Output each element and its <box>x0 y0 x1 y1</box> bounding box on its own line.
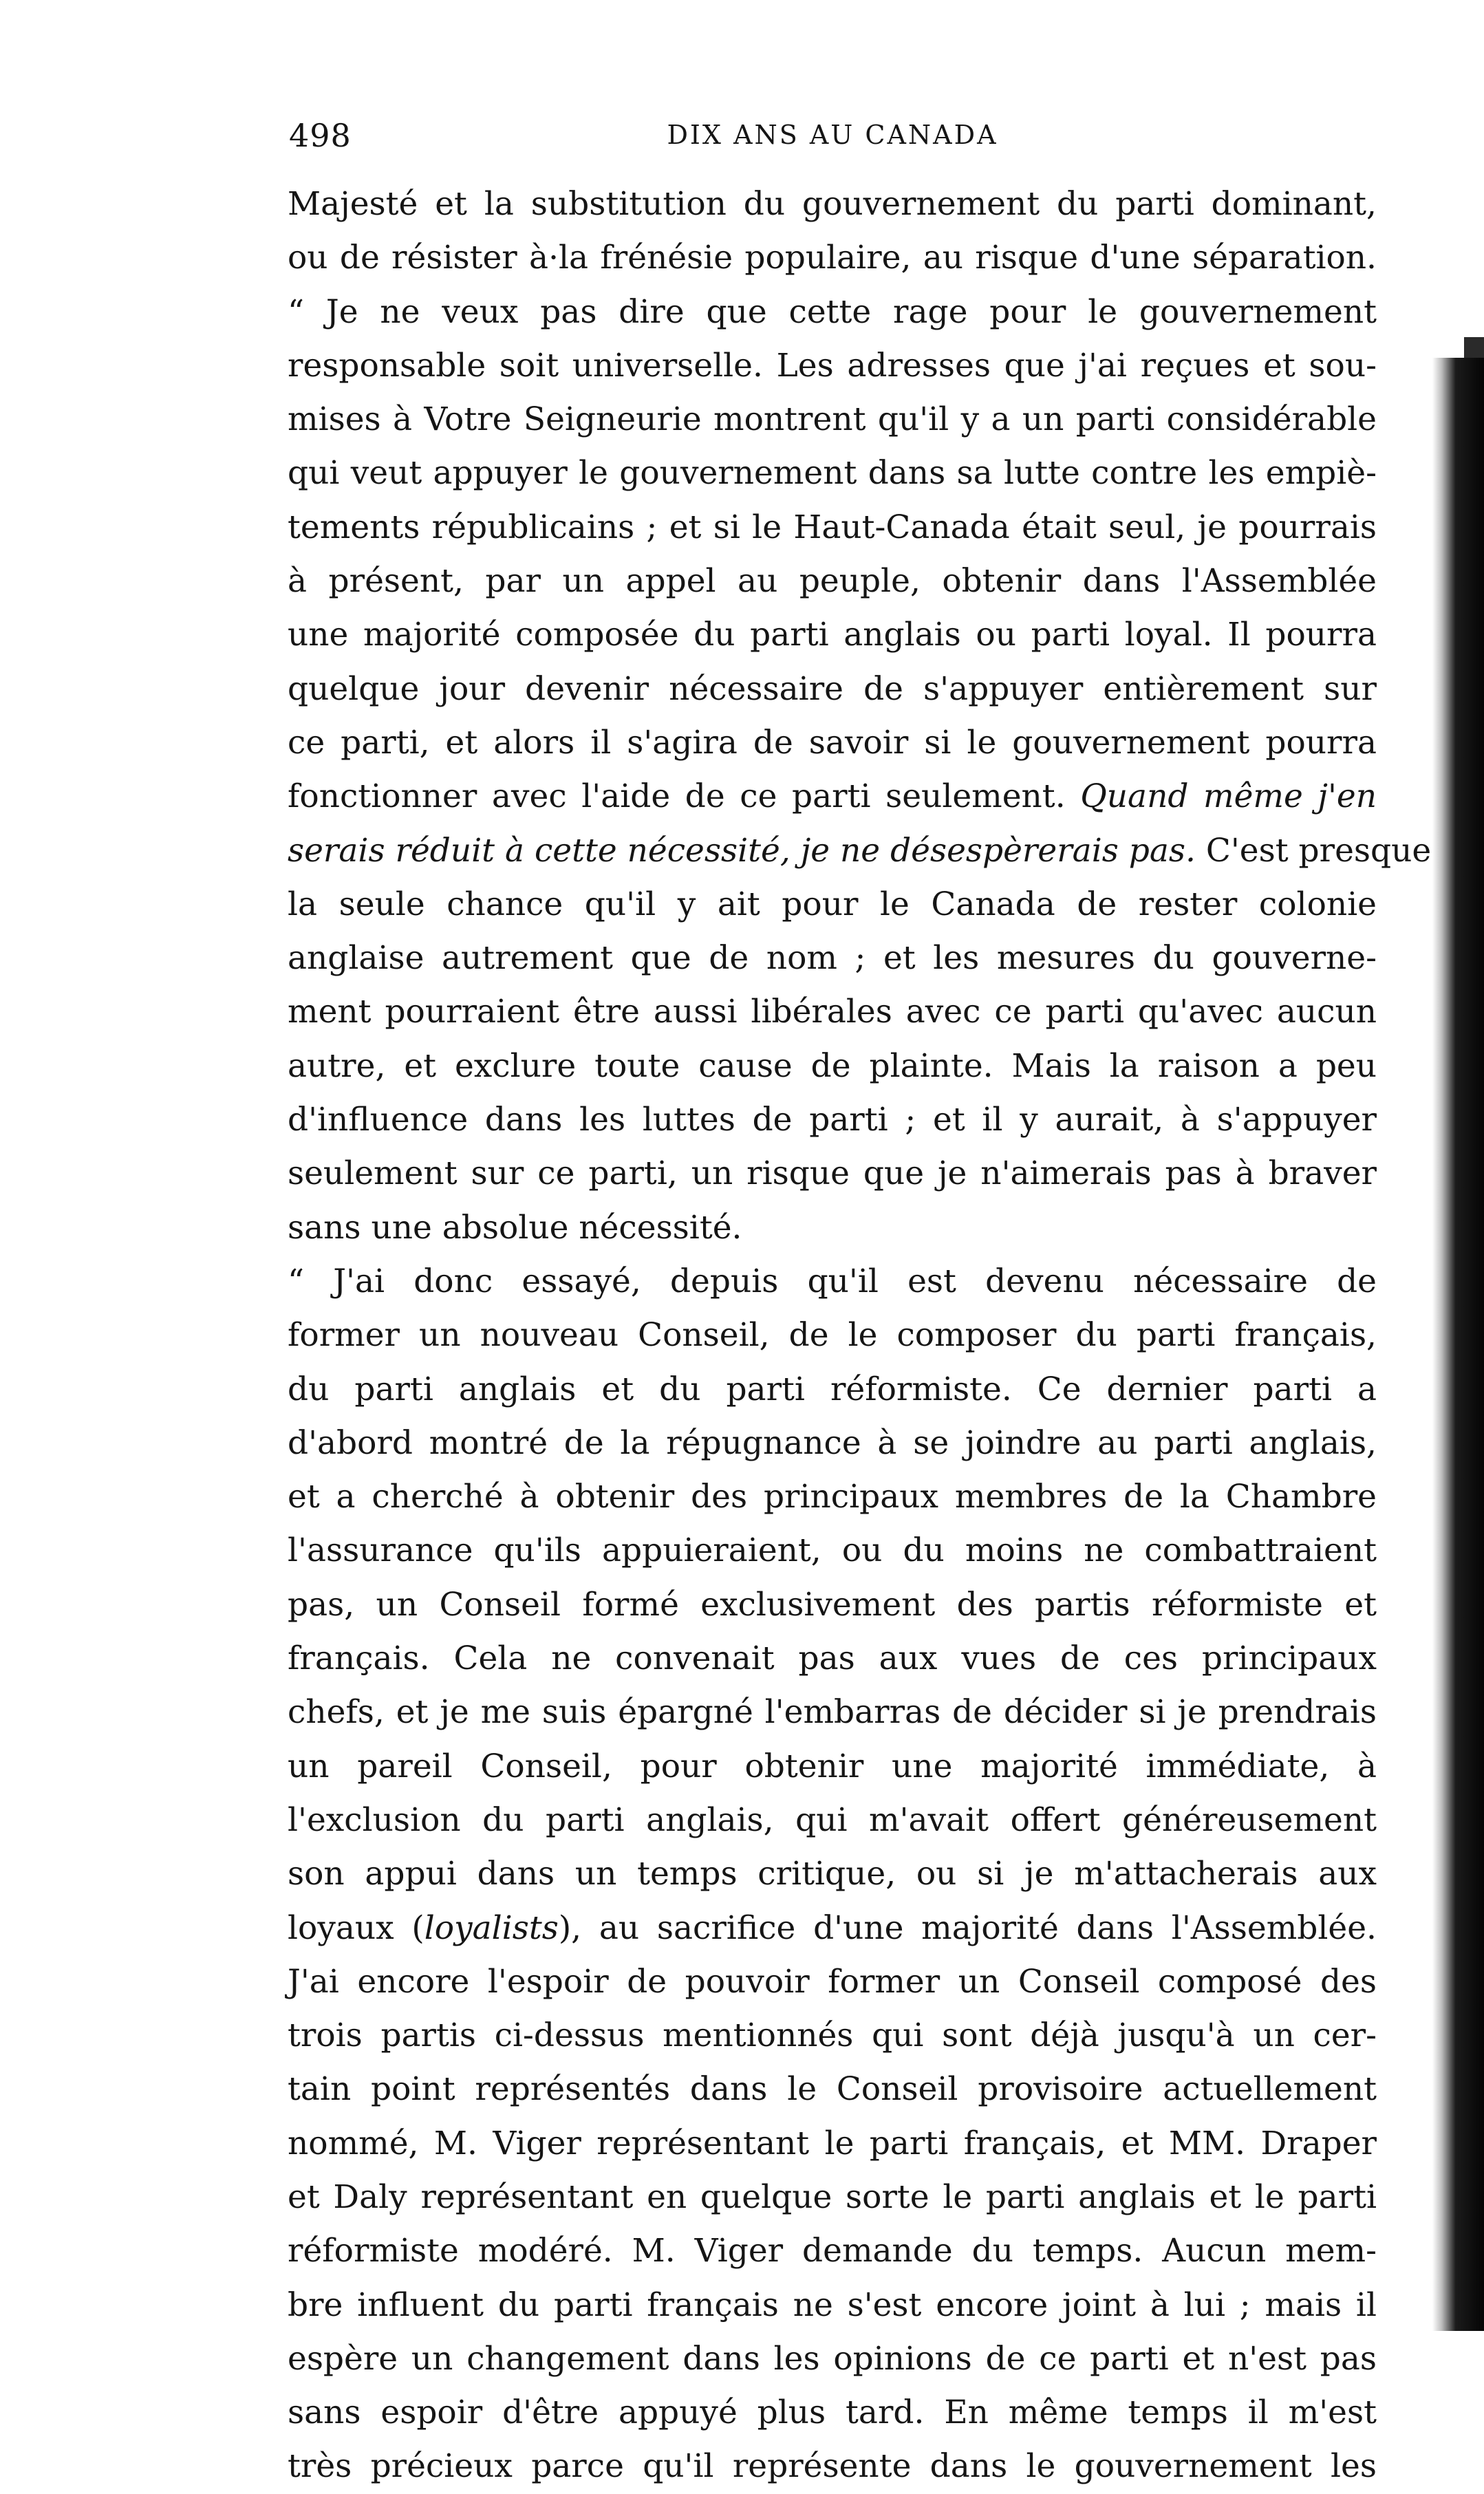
text-line-mixed <box>288 824 1432 878</box>
text-line: sans une absolue nécessité. <box>288 1208 742 1247</box>
text-line: responsable soit universelle. Les adresses que j'ai reçues et sou- <box>288 346 1377 385</box>
text-line: ment pourraient être aussi libérales avec ce parti qu'avec aucun <box>288 993 1377 1031</box>
text-line-mixed <box>288 1902 1377 1955</box>
text-line: trois partis ci-dessus mentionnés qui sont déjà jusqu'à un cer- <box>288 2017 1377 2055</box>
text-run: C'est presque <box>1205 831 1432 870</box>
text-line-mixed <box>288 770 1377 824</box>
text-line: sans espoir d'être appuyé plus tard. En même temps il m'est <box>288 2394 1377 2432</box>
italic-run: Quand même j'en <box>1080 777 1377 816</box>
text-run: fonctionner avec l'aide de ce parti seulement. <box>288 777 1066 816</box>
running-title: DIX ANS AU CANADA <box>667 120 998 150</box>
text-line: tements républicains ; et si le Haut-Canada était seul, je pourrais <box>288 508 1377 546</box>
running-head <box>289 117 1376 165</box>
text-line: français. Cela ne convenait pas aux vues de ces principaux <box>288 1640 1377 1678</box>
text-line: quelque jour devenir nécessaire de s'appuyer entièrement sur <box>288 669 1377 708</box>
text-line: bre influent du parti français ne s'est encore joint à lui ; mais il <box>288 2286 1377 2324</box>
italic-run: serais réduit à cette nécessité, je ne désespèrerais pas. <box>288 831 1196 870</box>
text-line: J'ai encore l'espoir de pouvoir former un Conseil composé des <box>288 1962 1377 2001</box>
text-run: ), au sacrifice d'une majorité dans l'Assemblée. <box>558 1909 1377 1947</box>
text-line: du parti anglais et du parti réformiste. Ce dernier parti a <box>288 1370 1377 1408</box>
page-number: 498 <box>289 117 352 154</box>
text-line: anglaise autrement que de nom ; et les mesures du gouverne- <box>288 939 1377 978</box>
text-line: ou de résister à·la frénésie populaire, au risque d'une séparation. <box>288 239 1377 277</box>
text-line: mises à Votre Seigneurie montrent qu'il y a un parti considérable <box>288 400 1377 439</box>
text-line: réformiste modéré. M. Viger demande du temps. Aucun mem- <box>288 2232 1377 2270</box>
text-line: former un nouveau Conseil, de le composer du parti français, <box>288 1316 1377 1355</box>
text-line: à présent, par un appel au peuple, obtenir dans l'Assemblée <box>288 562 1377 601</box>
text-line: l'exclusion du parti anglais, qui m'avait offert généreusement <box>288 1800 1377 1839</box>
text-line: ce parti, et alors il s'agira de savoir si le gouvernement pourra <box>288 723 1377 762</box>
text-line: très précieux parce qu'il représente dans le gouvernement les <box>288 2447 1377 2486</box>
text-line: nommé, M. Viger représentant le parti français, et MM. Draper <box>288 2124 1377 2162</box>
text-line: pas, un Conseil formé exclusivement des partis réformiste et <box>288 1585 1377 1624</box>
text-line: un pareil Conseil, pour obtenir une majorité immédiate, à <box>288 1747 1377 1785</box>
text-line: seulement sur ce parti, un risque que je n'aimerais pas à braver <box>288 1154 1377 1193</box>
text-line: et Daly représentant en quelque sorte le parti anglais et le parti <box>288 2178 1377 2216</box>
text-line: espère un changement dans les opinions de ce parti et n'est pas <box>288 2339 1377 2378</box>
text-line: Majesté et la substitution du gouvernement du parti dominant, <box>288 185 1377 223</box>
text-line: tain point représentés dans le Conseil provisoire actuellement <box>288 2070 1377 2109</box>
italic-run: loyalists <box>424 1909 559 1947</box>
text-line: son appui dans un temps critique, ou si je m'attacherais aux <box>288 1855 1377 1893</box>
text-line: “ J'ai donc essayé, depuis qu'il est devenu nécessaire de <box>288 1262 1377 1300</box>
text-line: l'assurance qu'ils appuieraient, ou du moins ne combattraient <box>288 1531 1377 1570</box>
text-line: et a cherché à obtenir des principaux membres de la Chambre <box>288 1478 1377 1516</box>
text-line: chefs, et je me suis épargné l'embarras de décider si je prendrais <box>288 1693 1377 1732</box>
text-line: d'abord montré de la répugnance à se joindre au parti anglais, <box>288 1423 1377 1462</box>
text-line: qui veut appuyer le gouvernement dans sa lutte contre les empiè- <box>288 454 1377 493</box>
text-line: d'influence dans les luttes de parti ; et il y aurait, à s'appuyer <box>288 1101 1377 1139</box>
text-run: loyaux ( <box>288 1909 424 1947</box>
body-text <box>288 178 1432 2494</box>
scan-edge-shadow <box>1432 358 1484 2331</box>
text-line: une majorité composée du parti anglais ou parti loyal. Il pourra <box>288 616 1377 654</box>
text-line: la seule chance qu'il y ait pour le Canada de rester colonie <box>288 885 1377 923</box>
text-line: “ Je ne veux pas dire que cette rage pour le gouvernement <box>288 292 1377 331</box>
text-line: autre, et exclure toute cause de plainte. Mais la raison a peu <box>288 1046 1377 1085</box>
